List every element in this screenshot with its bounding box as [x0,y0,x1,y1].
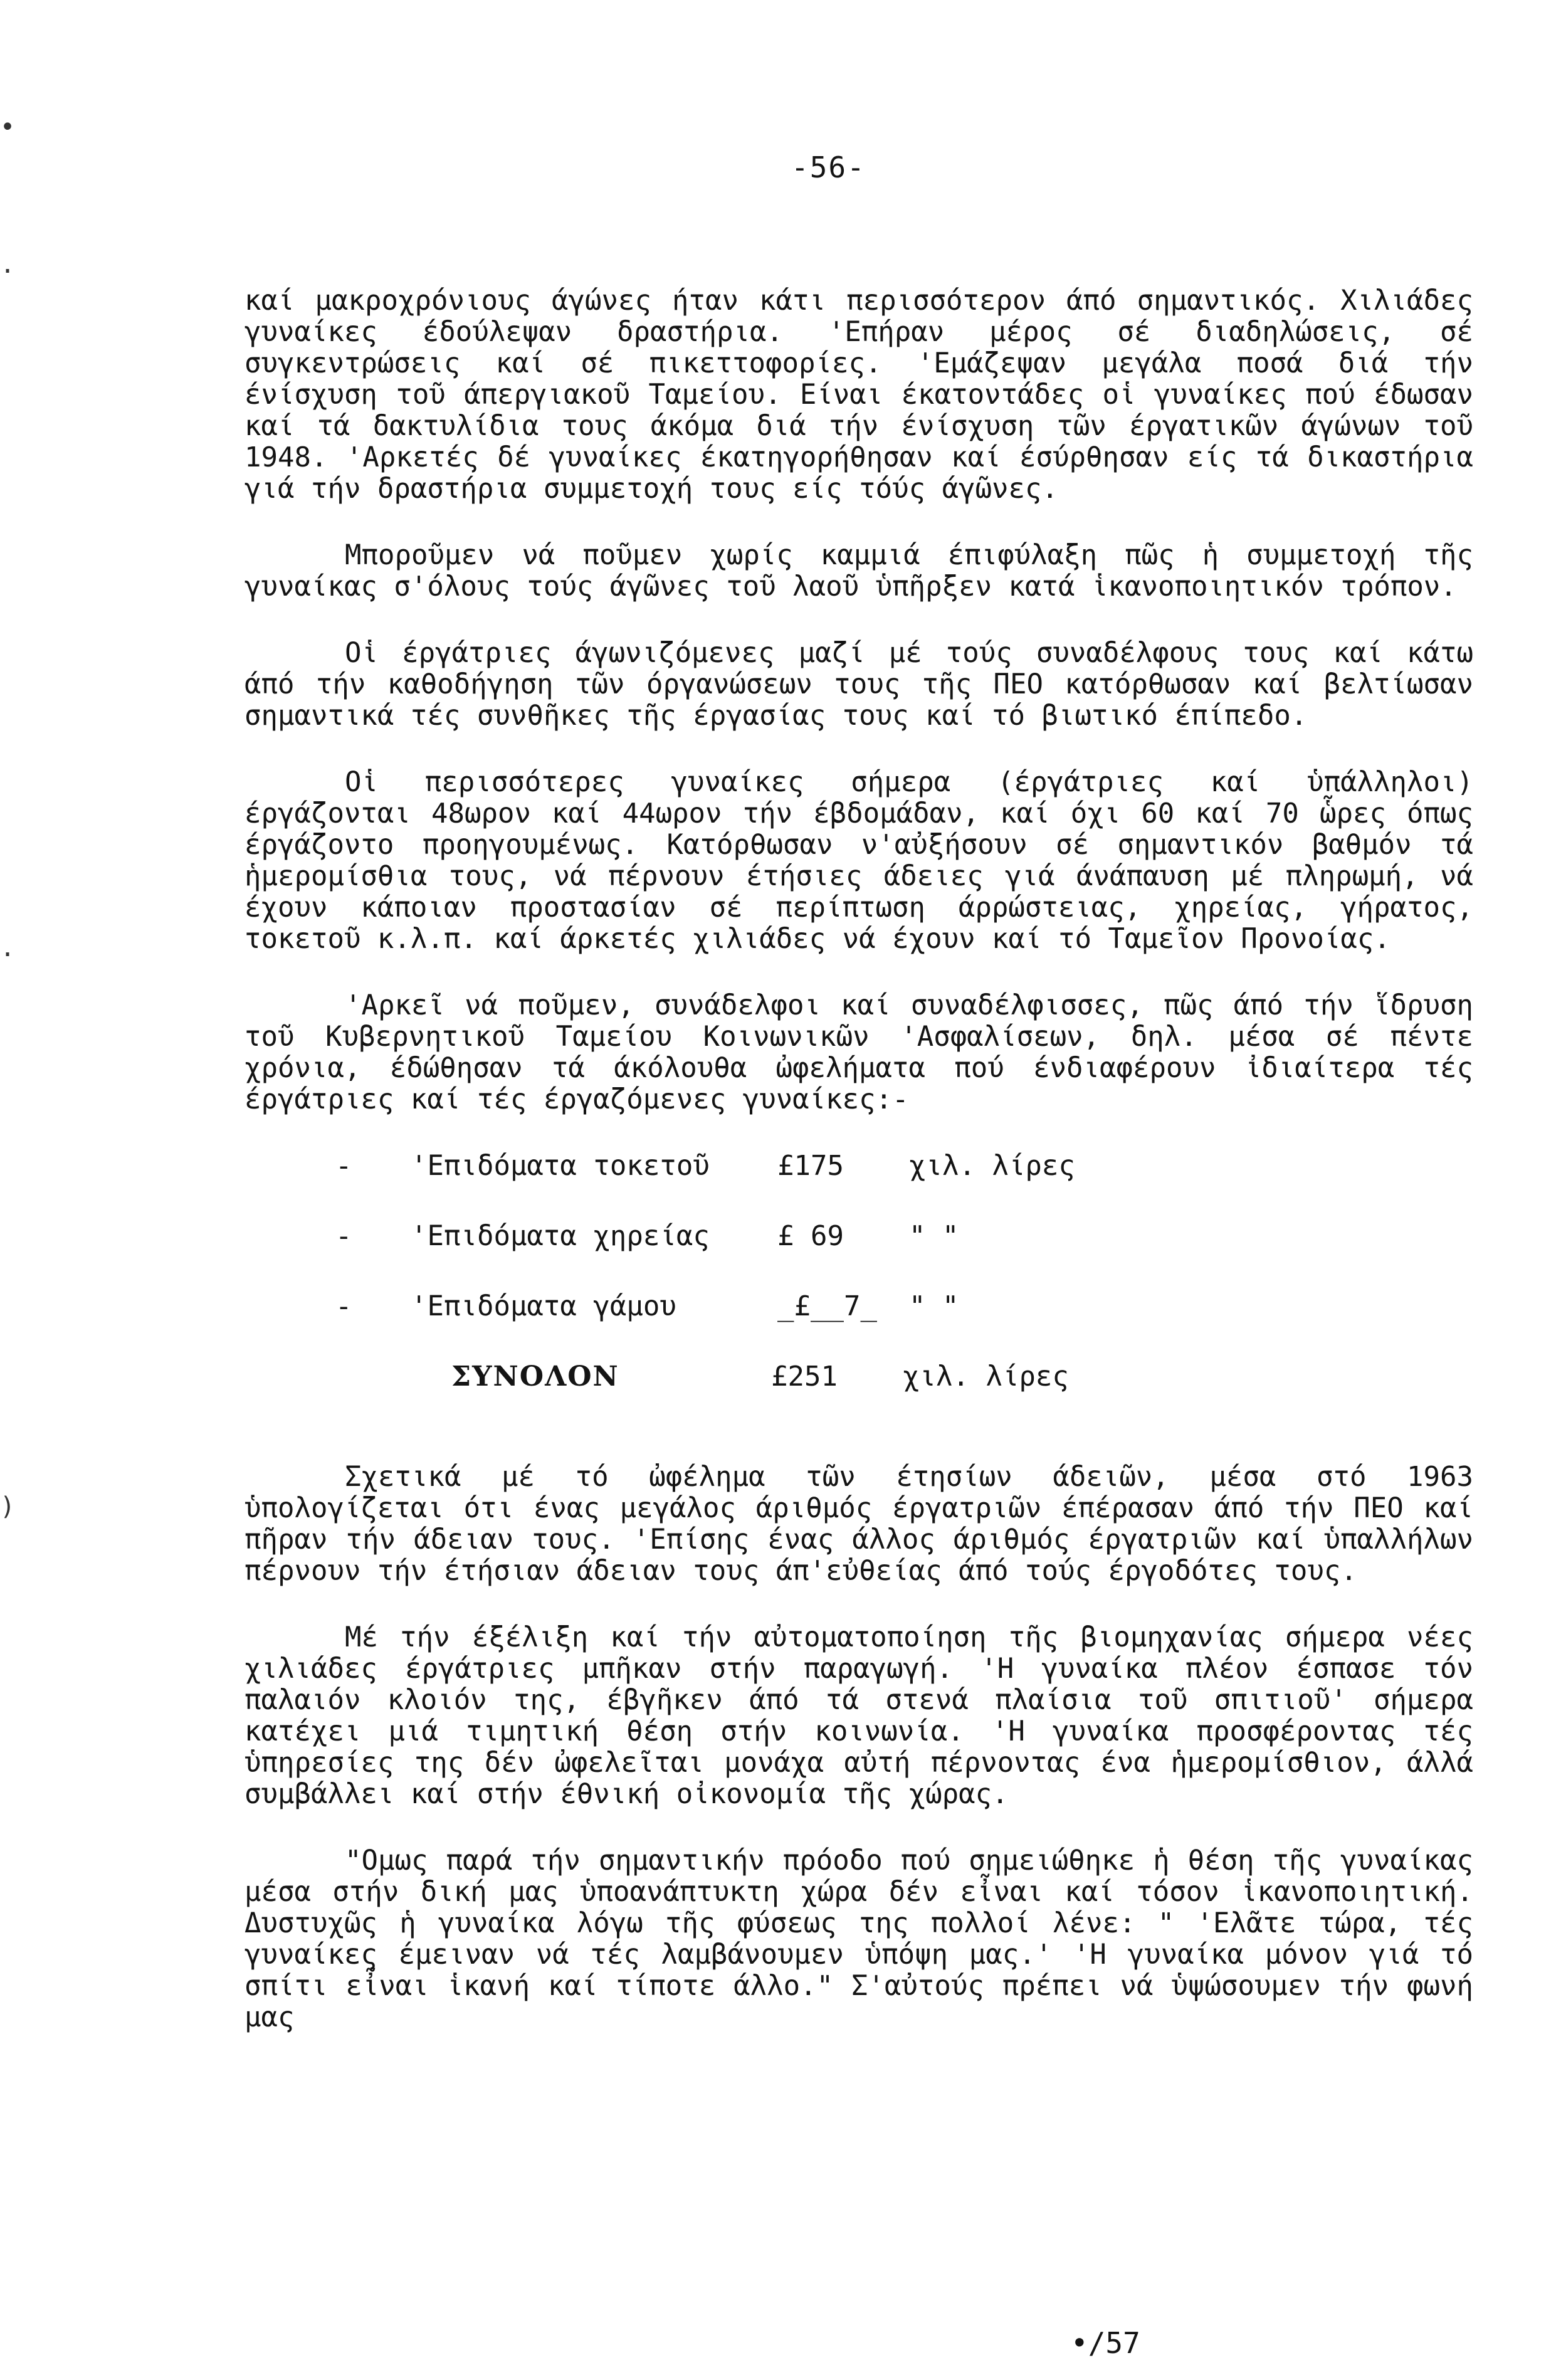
margin-mark: ) [0,1492,16,1521]
list-dash: - [335,1220,352,1252]
benefit-row: - 'Επιδόματα τοκετοῦ £175 χιλ. λίρες [244,1151,1473,1182]
margin-mark: • [0,113,16,142]
paragraph: Μέ τήν έξέλιξη καί τήν αὐτοματοποίηση τῆς βιομηχανίας σήμερα νέες χιλιάδες έργάτριες μπῆκαν στήν παραγωγή. 'Η γυναίκα πλέον έσπασε τόν παλαιόν κλοιόν της, έβγῆκεν άπό τά στενά πλαίσια τοῦ σπιτιοῦ' σήμερα κατέχει μιά τιμητική θέση στήν κοινωνία. 'Η γυναίκα προσφέροντας τές ὑπηρεσίες της δέν ὠφελεῖται μονάχα αὐτή πέρνοντας ένα ἡμερομίσθιον, άλλά συμβάλλει καί στήν έθνική οἰκονομία τῆς χώρας. [244,1621,1473,1810]
paragraph: Σχετικά μέ τό ὠφέλημα τῶν έτησίων άδειῶν, μέσα στό 1963 ὑπολογίζεται ότι ένας μεγάλος άριθμός έργατριῶν έπέρασαν άπό τήν ΠΕΟ καί πῆραν τήν άδειαν τους. 'Επίσης ένας άλλος άριθμός έργατριῶν καί ὑπαλλήλων πέρνουν τήν έτήσιαν άδειαν τους άπ'εὐθείας άπό τούς έργοδότες τους. [244,1461,1473,1587]
total-amount: £251 [771,1361,838,1393]
paragraph: καί μακροχρόνιους άγώνες ήταν κάτι περισσότερον άπό σημαντικός. Χιλιάδες γυναίκες έδούλεψαν δραστήρια. 'Επήραν μέρος σέ διαδηλώσεις, σέ συγκεντρώσεις καί σέ πικεττοφορίες. 'Εμάζεψαν μεγάλα ποσά διά τήν ένίσχυση τοῦ άπεργιακοῦ Ταμείου. Είναι έκατοντάδες οἱ γυναίκες πού έδωσαν καί τά δακτυλίδια τους άκόμα διά τήν ένίσχυση τῶν έργατικῶν άγώνων τοῦ 1948. 'Αρκετές δέ γυναίκες έκατηγορήθησαν καί έσύρθησαν είς τά δικαστήρια γιά τήν δραστήρια συμμετοχή τους είς τόύς άγῶνες. [244,285,1473,505]
benefit-amount: £ 69 [777,1220,844,1252]
document-body [244,285,1473,2068]
total-label: ΣΥΝΟΛΟΝ [451,1361,619,1393]
page-number: -56- [791,150,866,184]
list-dash: - [335,1150,352,1182]
margin-mark: · [0,257,16,286]
margin-mark: · [0,940,16,969]
benefit-amount: £175 [777,1150,844,1182]
paragraph: Μποροῦμεν νά ποῦμεν χωρίς καμμιά έπιφύλαξη πῶς ἡ συμμετοχή τῆς γυναίκας σ'όλους τούς άγῶνες τοῦ λαοῦ ὑπῆρξεν κατά ἱκανοποιητικόν τρόπον. [244,539,1473,603]
continuation-page-ref: •/57 [1071,2326,1140,2360]
benefit-amount: _£__7_ [777,1290,877,1322]
paragraph: Οἱ περισσότερες γυναίκες σήμερα (έργάτριες καί ὑπάλληλοι) έργάζονται 48ωρον καί 44ωρον τήν έβδομάδαν, καί όχι 60 καί 70 ὧρες όπως έργάζοντο προηγουμένως. Κατόρθωσαν ν'αὐξήσουν σέ σημαντικόν βαθμόν τά ἡμερομίσθια τους, νά πέρνουν έτήσιες άδειες γιά άνάπαυση μέ πληρωμή, νά έχουν κάποιαν προστασίαν σέ περίπτωση άρρώστειας, χηρείας, γήρατος, τοκετοῦ κ.λ.π. καί άρκετές χιλιάδες νά έχουν καί τό Ταμεῖον Προνοίας. [244,766,1473,955]
benefit-row: - 'Επιδόματα γάμου _£__7_ " " [244,1291,1473,1322]
benefit-label: 'Επιδόματα χηρείας [411,1220,710,1252]
list-dash: - [335,1290,352,1322]
benefit-label: 'Επιδόματα γάμου [411,1290,676,1322]
benefit-row: - 'Επιδόματα χηρείας £ 69 " " [244,1221,1473,1252]
total-row: ΣΥΝΟΛΟΝ £251 χιλ. λίρες [244,1361,1473,1393]
benefit-label: 'Επιδόματα τοκετοῦ [411,1150,710,1182]
paragraph: Οἱ έργάτριες άγωνιζόμενες μαζί μέ τούς συναδέλφους τους καί κάτω άπό τήν καθοδήγηση τῶν όργανώσεων τους τῆς ΠΕΟ κατόρθωσαν καί βελτίωσαν σημαντικά τές συνθῆκες τῆς έργασίας τους καί τό βιωτικό έπίπεδο. [244,637,1473,732]
paragraph: "Ομως παρά τήν σημαντικήν πρόοδο πού σημειώθηκε ἡ θέση τῆς γυναίκας μέσα στήν δική μας ὑποανάπτυκτη χώρα δέν εἶναι καί τόσον ἱκανοποιητική. Δυστυχῶς ἡ γυναίκα λόγω τῆς φύσεως της πολλοί λένε: " 'Ελᾶτε τώρα, τές γυναίκες έμειναν νά τές λαμβάνουμεν ὑπόψη μας.' 'Η γυναίκα μόνον γιά τό σπίτι εἶναι ἱκανή καί τίποτε άλλο." Σ'αὐτούς πρέπει νά ὑψώσουμεν τήν φωνή μας [244,1845,1473,2033]
paragraph: 'Αρκεῖ νά ποῦμεν, συνάδελφοι καί συναδέλφισσες, πῶς άπό τήν ἵδρυση τοῦ Κυβερνητικοῦ Ταμείου Κοινωνικῶν 'Ασφαλίσεων, δηλ. μέσα σέ πέντε χρόνια, έδώθησαν τά άκόλουθα ὠφελήματα πού ένδιαφέρουν ἰδιαίτερα τές έργάτριες καί τές έργαζόμενες γυναίκες:- [244,989,1473,1115]
